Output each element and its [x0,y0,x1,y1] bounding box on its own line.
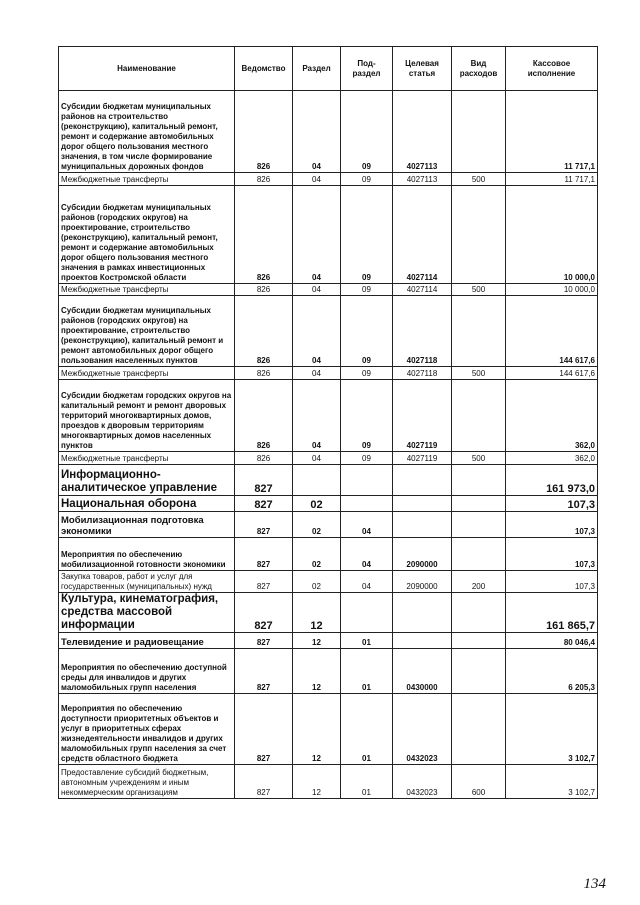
table-row [59,512,598,538]
row-podrazdel: 09 [341,186,393,284]
row-name: Субсидии бюджетам городских округов на капитальный ремонт и ремонт дворовых территорий многоквартирных домов, проездов к дворовым территориям многоквартирных домов населенных пунктов [59,380,235,452]
row-statya: 4027114 [393,186,452,284]
row-name: Межбюджетные трансферты [59,367,235,380]
header-vid-rashodov: Вид расходов [452,47,506,91]
row-razdel: 12 [293,633,341,649]
row-summa: 362,0 [506,380,598,452]
row-summa: 11 717,1 [506,91,598,173]
row-podrazdel: 01 [341,694,393,765]
row-summa: 11 717,1 [506,173,598,186]
row-summa: 362,0 [506,452,598,465]
row-vedomstvo: 827 [235,694,293,765]
row-name: Субсидии бюджетам муниципальных районов (городских округов) на проектирование, строительство (реконструкцию), капитальный ремонт, ремонт и содержание автомобильных дорог общего пользования местного значения в рамках инвестиционных проектов Костромской области [59,186,235,284]
row-podrazdel: 04 [341,512,393,538]
row-name: Мероприятия по обеспечению мобилизационной готовности экономики [59,538,235,571]
row-statya [393,593,452,633]
row-razdel: 04 [293,380,341,452]
row-podrazdel: 09 [341,284,393,296]
row-razdel: 12 [293,765,341,799]
row-vedomstvo: 826 [235,367,293,380]
row-vedomstvo: 826 [235,91,293,173]
table-row [59,452,598,465]
row-name: Мобилизационная подготовка экономики [59,512,235,538]
row-razdel: 02 [293,571,341,593]
row-vid: 500 [452,173,506,186]
table-row [59,649,598,694]
header-podrazdel: Под- раздел [341,47,393,91]
header-kassovoe-ispolnenie: Кассовое исполнение [506,47,598,91]
row-podrazdel: 04 [341,571,393,593]
row-vid: 200 [452,571,506,593]
row-vid [452,465,506,496]
row-razdel: 02 [293,496,341,512]
row-podrazdel: 01 [341,765,393,799]
row-statya: 4027118 [393,296,452,367]
header-celevaya-statya: Целевая статья [393,47,452,91]
table-row [59,496,598,512]
row-name: Субсидии бюджетам муниципальных районов (городских округов) на проектирование, строительство (реконструкцию), капитальный ремонт и ремонт автомобильных дорог общего пользования населенных пунктов [59,296,235,367]
row-vid [452,649,506,694]
row-podrazdel: 01 [341,649,393,694]
row-summa: 161 973,0 [506,465,598,496]
row-name: Мероприятия по обеспечению доступной среды для инвалидов и других маломобильных групп населения [59,649,235,694]
row-summa: 107,3 [506,571,598,593]
row-podrazdel: 09 [341,452,393,465]
table-row [59,296,598,367]
row-statya: 4027113 [393,173,452,186]
budget-table [58,46,598,799]
row-summa: 144 617,6 [506,296,598,367]
table-row [59,633,598,649]
row-statya: 0432023 [393,765,452,799]
row-name: Межбюджетные трансферты [59,284,235,296]
row-statya: 4027114 [393,284,452,296]
row-razdel: 12 [293,593,341,633]
row-vid [452,512,506,538]
row-vedomstvo: 826 [235,186,293,284]
row-statya [393,633,452,649]
row-vid [452,296,506,367]
row-name: Межбюджетные трансферты [59,452,235,465]
row-razdel: 04 [293,186,341,284]
row-podrazdel: 09 [341,173,393,186]
row-vid [452,633,506,649]
row-vid: 500 [452,452,506,465]
row-vedomstvo: 827 [235,633,293,649]
header-razdel: Раздел [293,47,341,91]
row-vedomstvo: 826 [235,296,293,367]
row-statya: 4027113 [393,91,452,173]
row-vid [452,496,506,512]
row-vid: 600 [452,765,506,799]
table-row [59,367,598,380]
row-statya: 2090000 [393,571,452,593]
row-statya: 0430000 [393,649,452,694]
row-vid: 500 [452,284,506,296]
row-razdel [293,465,341,496]
row-name: Культура, кинематография, средства массовой информации [59,593,235,633]
row-statya: 0432023 [393,694,452,765]
row-podrazdel [341,465,393,496]
row-razdel: 04 [293,296,341,367]
row-name: Мероприятия по обеспечению доступности приоритетных объектов и услуг в приоритетных сферах жизнедеятельности инвалидов и других маломобильных групп населения за счет средств областного бюджета [59,694,235,765]
table-row [59,380,598,452]
row-podrazdel: 09 [341,367,393,380]
row-summa: 10 000,0 [506,284,598,296]
row-statya: 4027119 [393,380,452,452]
table-row [59,186,598,284]
row-vedomstvo: 827 [235,571,293,593]
row-summa: 80 046,4 [506,633,598,649]
row-vedomstvo: 827 [235,465,293,496]
row-statya: 2090000 [393,538,452,571]
row-vedomstvo: 827 [235,765,293,799]
table-row [59,694,598,765]
row-vedomstvo: 827 [235,649,293,694]
row-podrazdel [341,496,393,512]
row-statya: 4027118 [393,367,452,380]
row-razdel: 04 [293,452,341,465]
table-row [59,284,598,296]
row-vedomstvo: 827 [235,593,293,633]
row-razdel: 12 [293,694,341,765]
page-number: 134 [583,876,606,892]
row-summa: 107,3 [506,496,598,512]
row-summa: 107,3 [506,512,598,538]
row-vedomstvo: 826 [235,173,293,186]
row-summa: 6 205,3 [506,649,598,694]
row-statya [393,465,452,496]
row-vedomstvo: 827 [235,496,293,512]
header-vedomstvo: Ведомство [235,47,293,91]
row-name: Телевидение и радиовещание [59,633,235,649]
table-row [59,465,598,496]
row-vid [452,694,506,765]
row-vedomstvo: 826 [235,452,293,465]
table-row [59,571,598,593]
row-summa: 10 000,0 [506,186,598,284]
row-summa: 144 617,6 [506,367,598,380]
row-name: Предоставление субсидий бюджетным, автономным учреждениям и иным некоммерческим организациям [59,765,235,799]
table-row [59,765,598,799]
row-vedomstvo: 826 [235,284,293,296]
row-vid: 500 [452,367,506,380]
row-razdel: 04 [293,91,341,173]
row-razdel: 02 [293,538,341,571]
row-vid [452,91,506,173]
row-vid [452,593,506,633]
table-row [59,173,598,186]
row-name: Информационно-аналитическое управление [59,465,235,496]
row-podrazdel: 09 [341,296,393,367]
row-razdel: 04 [293,284,341,296]
row-statya [393,496,452,512]
row-podrazdel: 01 [341,633,393,649]
row-vedomstvo: 827 [235,538,293,571]
row-summa: 3 102,7 [506,765,598,799]
row-vid [452,538,506,571]
row-summa: 161 865,7 [506,593,598,633]
table-header-row [59,47,598,91]
row-razdel: 04 [293,173,341,186]
row-podrazdel [341,593,393,633]
row-podrazdel: 09 [341,380,393,452]
table-row [59,91,598,173]
row-razdel: 04 [293,367,341,380]
row-podrazdel: 04 [341,538,393,571]
row-summa: 3 102,7 [506,694,598,765]
row-statya: 4027119 [393,452,452,465]
row-vedomstvo: 827 [235,512,293,538]
row-vid [452,186,506,284]
row-name: Национальная оборона [59,496,235,512]
header-name: Наименование [59,47,235,91]
row-name: Субсидии бюджетам муниципальных районов на строительство (реконструкцию), капитальный ремонт, ремонт и содержание автомобильных дорог общего пользования местного значения, в том числе формирование муниципальных дорожных фондов [59,91,235,173]
row-statya [393,512,452,538]
row-podrazdel: 09 [341,91,393,173]
table-row [59,538,598,571]
table-row [59,593,598,633]
row-vid [452,380,506,452]
row-razdel: 02 [293,512,341,538]
row-vedomstvo: 826 [235,380,293,452]
row-razdel: 12 [293,649,341,694]
row-name: Закупка товаров, работ и услуг для государственных (муниципальных) нужд [59,571,235,593]
row-name: Межбюджетные трансферты [59,173,235,186]
row-summa: 107,3 [506,538,598,571]
